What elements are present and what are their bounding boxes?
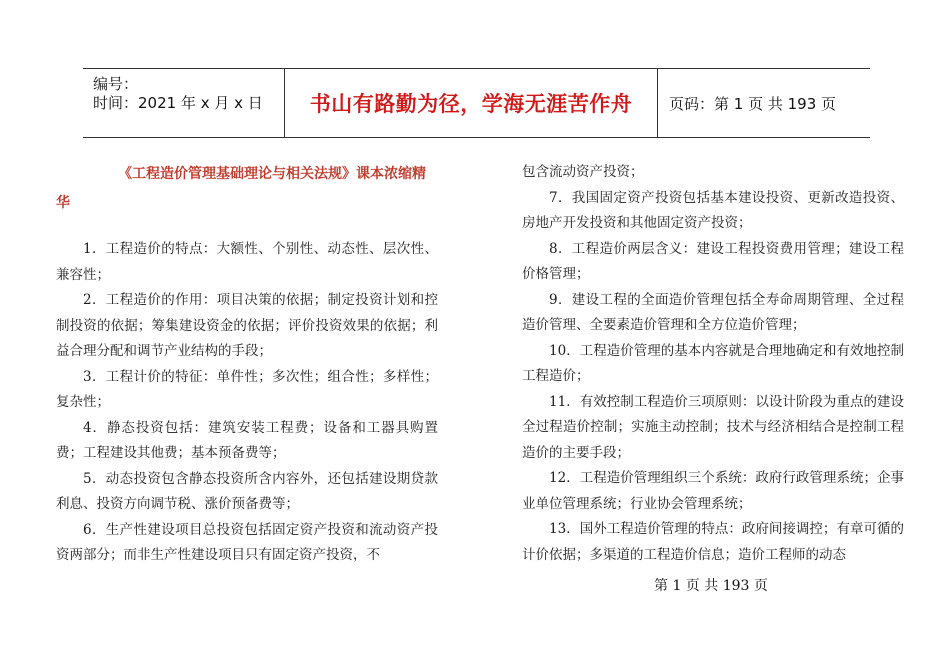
motto-text: 书山有路勤为径，学海无涯苦作舟 (309, 92, 633, 116)
paragraph-7: 7．我国固定资产投资包括基本建设投资、更新改造投资、房地产开发投资和其他固定资产投资； (522, 189, 904, 231)
title-line-1: 《工程造价管理基础理论与相关法规》课本浓缩精 (118, 166, 426, 182)
paragraph-8: 8．工程造价两层含义：建设工程投资费用管理；建设工程价格管理； (522, 240, 904, 282)
paragraph-11: 11．有效控制工程造价三项原则：以设计阶段为重点的建设全过程造价控制；实施主动控制；技术与经济相结合是控制工程造价的主要手段； (522, 393, 904, 461)
document-header (83, 68, 870, 138)
header-motto-cell (285, 69, 658, 137)
paragraph-4: 4．静态投资包括：建筑安装工程费；设备和工器具购置费；工程建设其他费；基本预备费等； (56, 419, 438, 461)
serial-number-label: 编号： (93, 75, 139, 93)
paragraph-5: 5．动态投资包含静态投资所含内容外，还包括建设期贷款利息、投资方向调节税、涨价预备费等； (56, 470, 438, 512)
paragraph-3: 3．工程计价的特征：单件性；多次性；组合性；多样性；复杂性； (56, 368, 438, 410)
paragraph-6: 6．生产性建设项目总投资包括固定资产投资和流动资产投资两部分；而非生产性建设项目只有固定资产投资，不 (56, 521, 438, 563)
paragraph-1: 1．工程造价的特点：大额性、个别性、动态性、层次性、兼容性； (56, 241, 438, 283)
header-meta-cell (83, 69, 285, 137)
header-page-cell (659, 69, 870, 137)
paragraph-6-continuation: 包含流动资产投资； (522, 164, 644, 180)
left-column (56, 160, 438, 569)
right-column (522, 160, 904, 568)
paragraph-9: 9．建设工程的全面造价管理包括全寿命周期管理、全过程造价管理、全要素造价管理和全方位造价管理； (522, 291, 904, 333)
page-info: 页码：第 1 页 共 193 页 (669, 94, 837, 113)
paragraph-12: 12．工程造价管理组织三个系统：政府行政管理系统；企事业单位管理系统；行业协会管理系统； (522, 470, 904, 512)
date-label: 时间：2021 年 x 月 x 日 (93, 94, 263, 112)
paragraph-13: 13．国外工程造价管理的特点：政府间接调控；有章可循的计价依据；多渠道的工程造价信息；造价工程师的动态 (522, 521, 904, 563)
paragraph-2: 2．工程造价的作用：项目决策的依据；制定投资计划和控制投资的依据；筹集建设资金的依据；评价投资效果的依据；利益合理分配和调节产业结构的手段； (56, 292, 438, 359)
title-line-2: 华 (56, 195, 70, 211)
document-title (56, 160, 438, 218)
paragraph-10: 10．工程造价管理的基本内容就是合理地确定和有效地控制工程造价； (522, 342, 904, 384)
page-footer: 第 1 页 共 193 页 (654, 578, 768, 594)
